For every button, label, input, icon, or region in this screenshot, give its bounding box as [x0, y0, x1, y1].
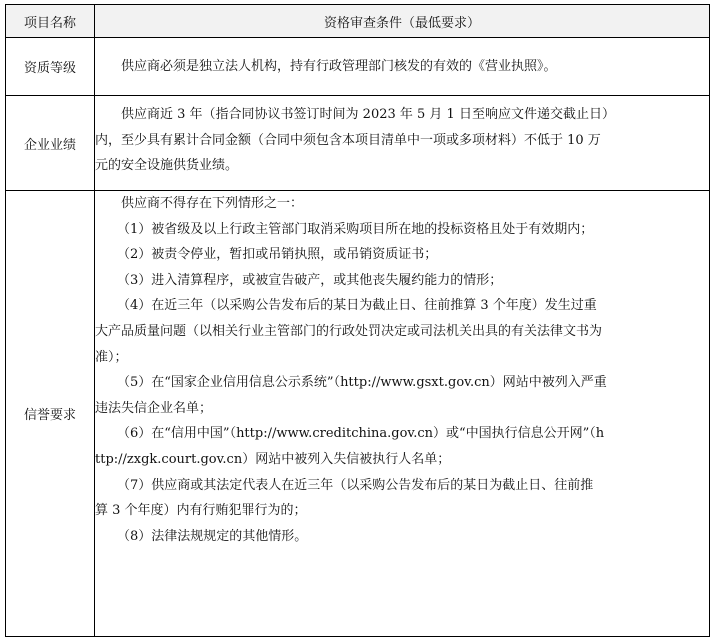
condition-line: （1）被省级及以上行政主管部门取消采购项目所在地的投标资格且处于有效期内； — [117, 221, 594, 237]
table-row — [6, 38, 710, 96]
condition-line: 算 3 个年度）内有行贿犯罪行为的； — [95, 503, 307, 519]
row-conditions-performance — [95, 96, 710, 191]
row-label-credit: 信誉要求 — [6, 191, 95, 637]
condition-line: 供应商不得存在下列情形之一： — [121, 196, 304, 211]
condition-line: （3）进入清算程序，或被宣告破产，或其他丧失履约能力的情形； — [117, 272, 503, 288]
condition-line: ttp://zxgk.court.gov.cn）网站中被列入失信被执行人名单； — [95, 451, 451, 467]
condition-line: （8）法律法规规定的其他情形。 — [117, 528, 308, 544]
condition-line: 供应商近 3 年（指合同协议书签订时间为 2023 年 5 月 1 日至响应文件递交截止日） — [121, 107, 615, 122]
table-header-row — [6, 5, 710, 38]
condition-line: （5）在“国家企业信用信息公示系统”（http://www.gsxt.gov.cn）网站中被列入严重 — [117, 375, 607, 391]
condition-line: 违法失信企业名单； — [95, 400, 213, 416]
condition-line: （2）被责令停业，暂扣或吊销执照，或吊销资质证书； — [117, 247, 438, 263]
table-row — [6, 191, 710, 637]
row-label-performance: 企业业绩 — [6, 96, 95, 191]
table-row — [6, 96, 710, 191]
qualification-table — [5, 4, 710, 637]
condition-line: 大产品质量问题（以相关行业主管部门的行政处罚决定或司法机关出具的有关法律文书为 — [95, 323, 603, 339]
condition-line: （4）在近三年（以采购公告发布后的某日为截止日、往前推算 3 个年度）发生过重 — [117, 298, 597, 314]
condition-line: 内，至少具有累计合同金额（合同中须包含本项目清单中一项或多项材料）不低于 10 万 — [95, 132, 601, 148]
condition-line: 准）； — [95, 349, 128, 365]
row-label-qualification: 资质等级 — [6, 38, 95, 96]
condition-line: （6）在“信用中国”（http://www.creditchina.gov.cn）或“中国执行信息公开网”（h — [117, 426, 605, 442]
row-conditions-credit — [95, 191, 710, 637]
condition-line: 元的安全设施供货业绩。 — [95, 158, 239, 174]
header-item-name: 项目名称 — [6, 5, 95, 38]
condition-line: 供应商必须是独立法人机构，持有行政管理部门核发的有效的《营业执照》。 — [121, 58, 557, 74]
condition-line: （7）供应商或其法定代表人在近三年（以采购公告发布后的某日为截止日、往前推 — [117, 477, 594, 493]
row-conditions-qualification — [95, 38, 710, 96]
header-conditions: 资格审查条件（最低要求） — [95, 5, 710, 38]
